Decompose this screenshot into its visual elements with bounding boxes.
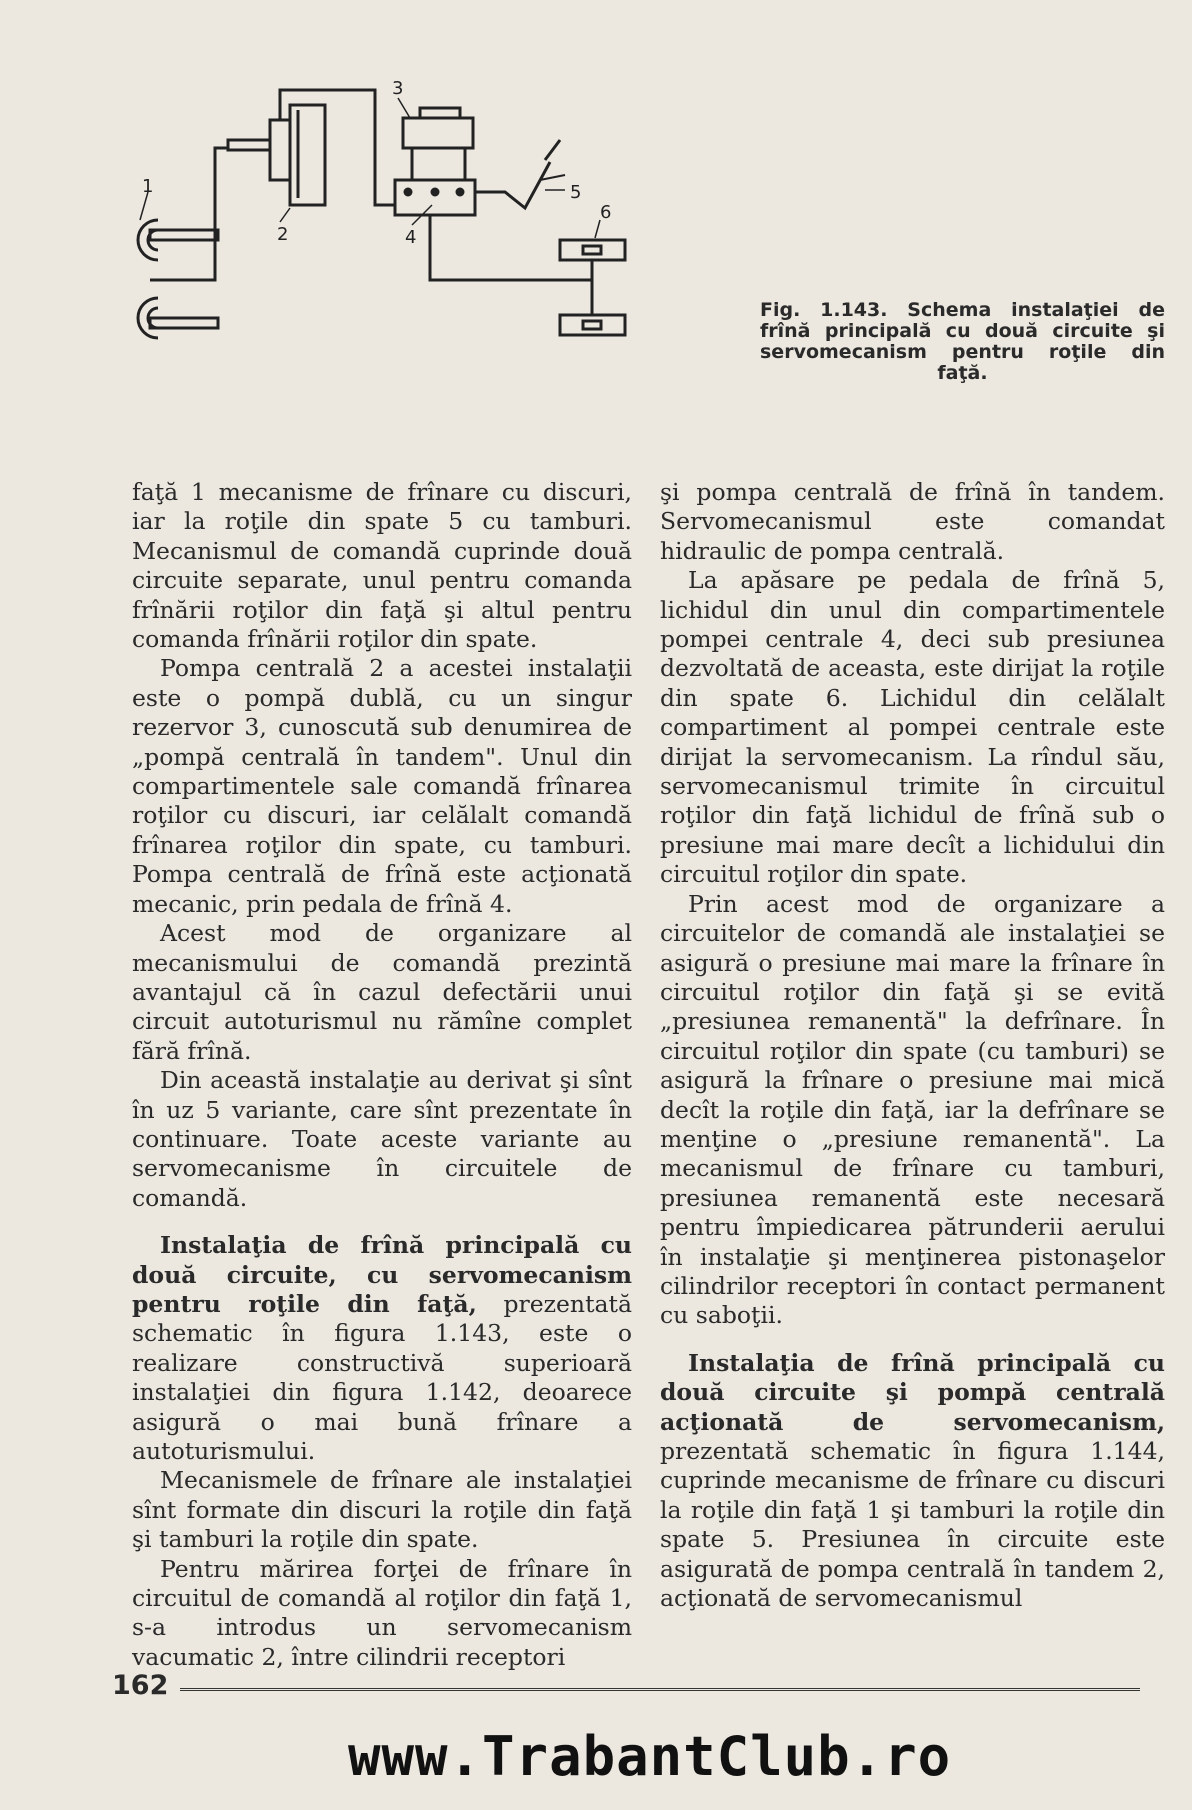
- paragraph: La apăsare pe pedala de frînă 5, lichidul din unul din compartimentele pompei centrale 4, deci sub presiunea dezvoltată de aceasta, este dirijat la roţile din spate 6. Lichidul din celălalt compartiment al pompei centrale este dirijat la servomecanism. La rîndul său, servomecanismul trimite în circuitul roţilor din faţă lichidul de frînă sub o presiune mai mare decît a lichidului din circuitul roţilor din spate.: [660, 566, 1165, 889]
- left-text-column: [132, 478, 632, 1672]
- rear-brake-line: [430, 215, 592, 280]
- figure-label-1: 1: [142, 176, 154, 197]
- rear-drum-bottom: [560, 315, 625, 335]
- right-text-column: [660, 478, 1165, 1613]
- figure-label-5: 5: [570, 182, 582, 203]
- footer-rule: [180, 1688, 1140, 1691]
- page-number: 162: [112, 1670, 169, 1701]
- paragraph: faţă 1 mecanisme de frînare cu discuri, iar la roţile din spate 5 cu tamburi. Mecanismul de comandă cuprinde două circuite separate, unul pentru comanda frînării roţilor din faţă şi altul pentru comanda frînării roţilor din spate.: [132, 478, 632, 654]
- figure-label-6: 6: [600, 202, 612, 223]
- figure-label-3: 3: [392, 80, 404, 99]
- brake-system-figure: [120, 80, 760, 420]
- paragraph-heading: [132, 1231, 632, 1466]
- master-cylinder: [395, 180, 475, 215]
- paragraph: Mecanismele de frînare ale instalaţiei sînt formate din discuri la roţile din faţă şi tamburi la roţile din spate.: [132, 1466, 632, 1554]
- paragraph-text: prezentată schematic în figura 1.143, este o realizare constructivă superioară instalaţiei din figura 1.142, deoarece asigură o mai bună frînare a autoturismului.: [132, 1289, 632, 1465]
- paragraph: şi pompa centrală de frînă în tandem. Servomecanismul este comandat hidraulic de pompa centrală.: [660, 478, 1165, 565]
- paragraph: Pompa centrală 2 a acestei instalaţii este o pompă dublă, cu un singur rezervor 3, cunoscută sub denumirea de „pompă centrală în tandem". Unul din compartimentele sale comandă frînarea roţilor cu discuri, iar celălalt comandă frînarea roţilor din spate, cu tamburi. Pompa centrală de frînă este acţionată mecanic, prin pedala de frînă 4.: [132, 654, 632, 918]
- paragraph: Pentru mărirea forţei de frînare în circuitul de comandă al roţilor din faţă 1, s-a introdus un servomecanism vacumatic 2, între cilindrii receptori: [132, 1554, 632, 1671]
- paragraph-heading: [660, 1349, 1165, 1614]
- figure-label-2: 2: [277, 224, 289, 245]
- figure-label-4: 4: [405, 227, 417, 248]
- figure-caption: Fig. 1.143. Schema instalaţiei de frînă principală cu două circuite şi servomecanism pentru roţile din faţă.: [760, 299, 1165, 384]
- front-disc-top: [150, 230, 218, 240]
- paragraph-text: prezentată schematic în figura 1.144, cuprinde mecanisme de frînare cu discuri la roţile din faţă 1 şi tamburi la roţile din spate 5. Presiunea în circuite este asigurată de pompa centrală în tandem 2, acţionată de servomecanismul: [660, 1437, 1165, 1613]
- brake-pedal-linkage: [475, 162, 550, 208]
- rear-drum-top: [560, 240, 625, 260]
- brake-schematic-diagram: [120, 80, 760, 420]
- paragraph: Din această instalaţie au derivat şi sînt în uz 5 variante, care sînt prezentate în continuare. Toate aceste variante au servomecanisme în circuitele de comandă.: [132, 1066, 632, 1212]
- servo-body: [270, 120, 290, 180]
- page-footer: [112, 1670, 1142, 1710]
- front-disc-bottom: [150, 318, 218, 328]
- servo-housing: [290, 105, 325, 205]
- section-heading: Instalaţia de frînă principală cu două circuite şi pompă centrală acţionată de servomecanism,: [660, 1348, 1165, 1436]
- site-watermark: www.TrabantClub.ro: [348, 1725, 952, 1788]
- paragraph: Prin acest mod de organizare a circuitelor de comandă ale instalaţiei se asigură o presiune mai mare la frînare în circuitul roţilor din faţă şi se evită „presiunea remanentă" la defrînare. În circuitul roţilor din spate (cu tamburi) se asigură la frînare o presiune mai mică decît la roţile din faţă, iar la defrînare se menţine o „presiune remanentă". La mecanismul de frînare cu tamburi, presiunea remanentă este necesară pentru împiedicarea pătrunderii aerului în instalaţie şi menţinerea pistonaşelor cilindrilor receptori în contact permanent cu saboţii.: [660, 889, 1165, 1330]
- front-brake-line: [150, 148, 228, 280]
- reservoir: [403, 118, 473, 148]
- paragraph: Acest mod de organizare al mecanismului de comandă prezintă avantajul că în cazul defectării unui circuit autoturismul nu rămîne complet fără frînă.: [132, 919, 632, 1065]
- servo-pushrod: [228, 140, 270, 150]
- section-heading: Instalaţia de frînă principală cu două circuite, cu servomecanism pentru roţile din faţă,: [132, 1231, 632, 1318]
